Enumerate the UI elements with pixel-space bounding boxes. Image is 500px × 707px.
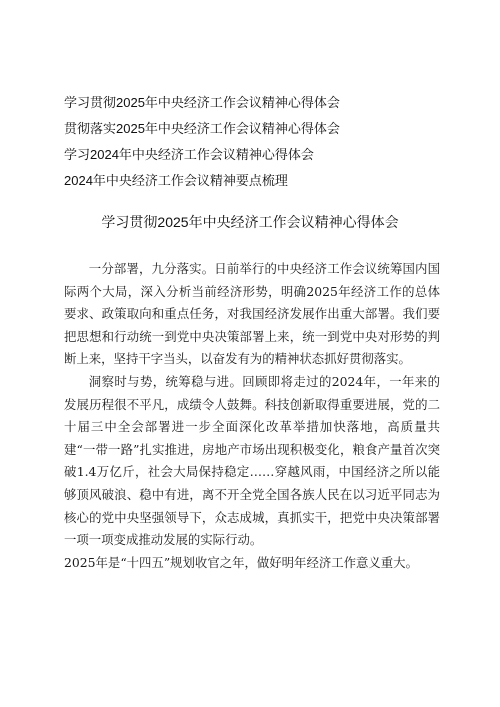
paragraph: 一分部署，九分落实。日前举行的中央经济工作会议统筹国内国际两个大局，深入分析当前经济形势，明确2025年经济工作的总体要求、政策取向和重点任务，对我国经济发展作出重大部署。我们要把思想和行动统一到党中央决策部署上来，统一到党中央对形势的判断上来，坚持干字当头，以奋发有为的精神状态抓好贯彻落实。 <box>64 261 440 367</box>
toc-item[interactable]: 贯彻落实2025年中央经济工作会议精神心得体会 <box>64 121 340 136</box>
toc-item[interactable]: 学习贯彻2025年中央经济工作会议精神心得体会 <box>64 95 340 110</box>
paragraph: 2025年是“十四五”规划收官之年，做好明年经济工作意义重大。 <box>64 554 418 570</box>
document-title: 学习贯彻2025年中央经济工作会议精神心得体会 <box>101 214 399 230</box>
table-of-contents <box>64 90 444 194</box>
toc-item[interactable]: 学习2024年中央经济工作会议精神心得体会 <box>64 147 314 162</box>
document-body <box>64 258 440 574</box>
paragraph: 洞察时与势，统筹稳与进。回顾即将走过的2024年，一年来的发展历程很不平凡，成绩令人鼓舞。科技创新取得重要进展，党的二十届三中全会部署进一步全面深化改革举措加快落地，高质量共建“一带一路”扎实推进，房地产市场出现积极变化，粮食产量首次突破1.4万亿斤，社会大局保持稳定……穿越风雨，中国经济之所以能够顶风破浪、稳中有进，离不开全党全国各族人民在以习近平同志为核心的党中央坚强领导下，众志成城，真抓实干，把党中央决策部署一项一项变成推动发展的实际行动。 <box>64 373 440 548</box>
toc-item[interactable]: 2024年中央经济工作会议精神要点梳理 <box>64 173 288 188</box>
